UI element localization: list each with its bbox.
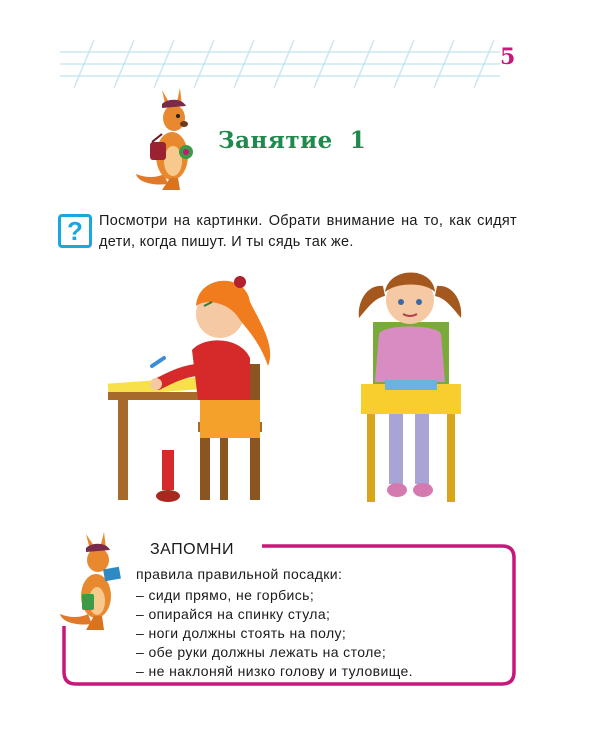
memo-title: ЗАПОМНИ: [144, 541, 240, 559]
girl-side-view-illustration: [100, 262, 280, 512]
question-icon: [58, 214, 92, 248]
page-number: 5: [500, 44, 516, 70]
rule-item: – не наклоняй низко голову и туловище.: [136, 663, 413, 679]
rule-item: – обе руки должны лежать на столе;: [136, 644, 387, 660]
question-mark: ?: [67, 216, 83, 246]
memo-intro: правила правильной посадки:: [136, 566, 343, 582]
rule-item: – ноги должны стоять на полу;: [136, 625, 347, 641]
lesson-title: Занятие 1: [218, 127, 367, 154]
kangaroo-icon: [132, 86, 204, 196]
task-instruction: Посмотри на картинки. Обрати внимание на то, как сидят дети, когда пишут. И ты сядь так же.: [99, 213, 517, 250]
rules-list: [136, 586, 413, 681]
rule-item: – опирайся на спинку стула;: [136, 606, 331, 622]
girl-front-view-illustration: [345, 262, 475, 512]
header-ruled-lines: [60, 40, 500, 88]
rule-item: – сиди прямо, не горбись;: [136, 587, 315, 603]
kangaroo-reading-icon: [58, 532, 128, 636]
